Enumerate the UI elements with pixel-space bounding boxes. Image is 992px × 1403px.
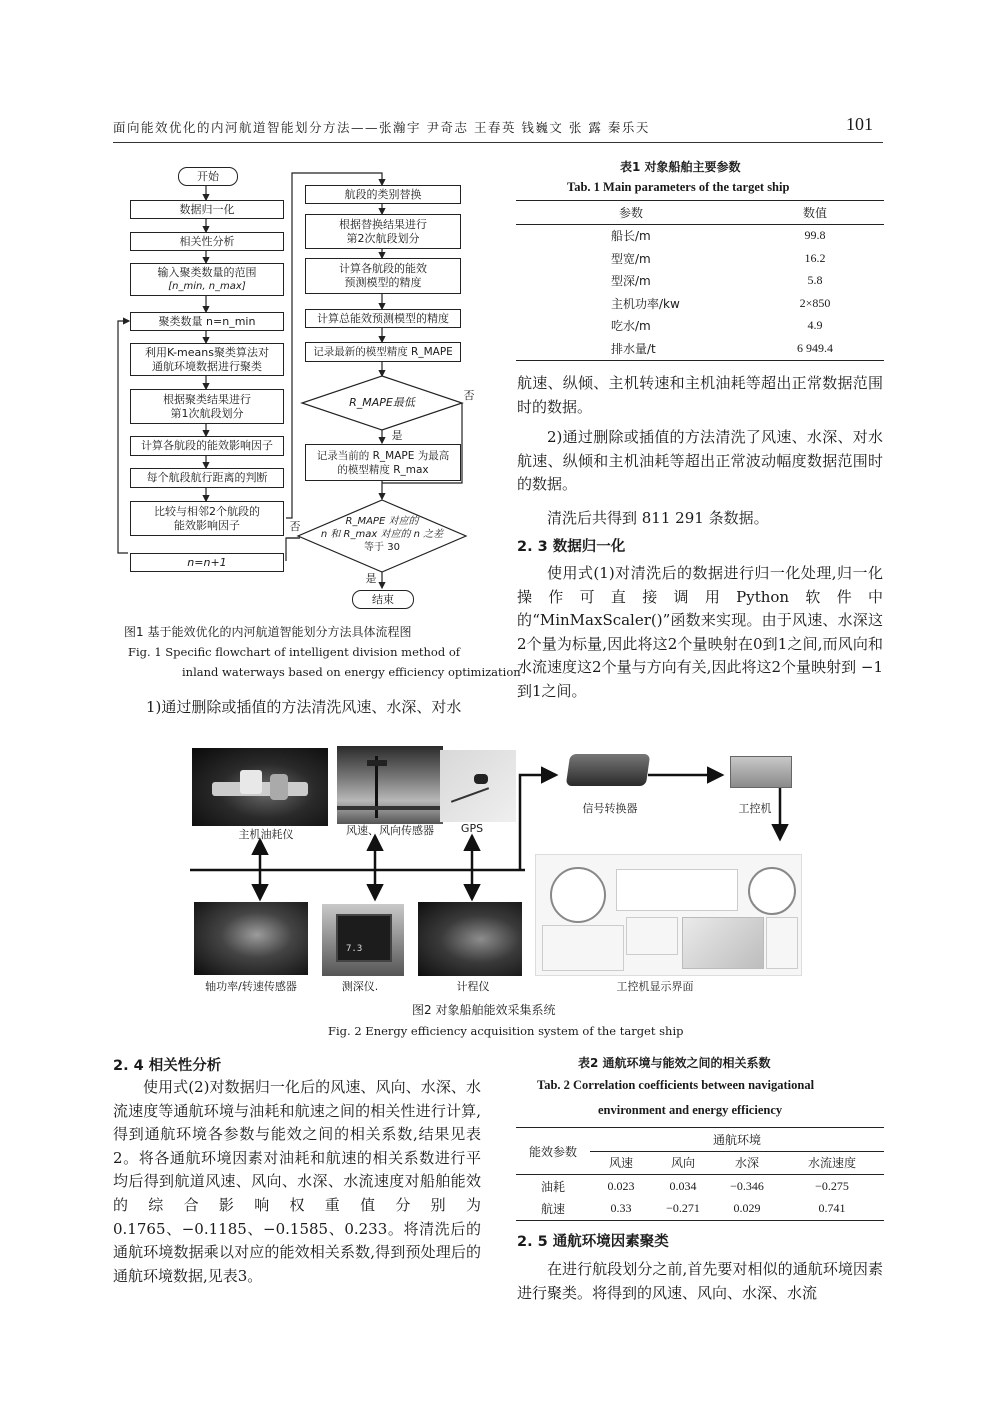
table2-group-header: 通航环境	[590, 1128, 884, 1152]
label-depth-sounder: 测深仪.	[341, 980, 379, 993]
table1-cell: 4.9	[807, 318, 823, 333]
figure-1-flowchart	[110, 160, 490, 620]
table2-title-cn: 表2 通航环境与能效之间的相关系数	[578, 1056, 771, 1070]
table2-col: 风向	[670, 1156, 695, 1171]
table1-cell: 型宽/m	[611, 251, 651, 266]
table1-cell: 99.8	[804, 228, 826, 243]
table2-cell: 0.023	[607, 1178, 635, 1193]
table1-cell: 5.8	[807, 273, 823, 288]
table1-cell: 吃水/m	[611, 319, 651, 334]
table2-cell: 航速	[540, 1202, 565, 1217]
fuel-meter-photo	[192, 748, 328, 826]
fig1-caption-en1: Fig. 1 Specific flowchart of intelligent division method of	[128, 645, 461, 659]
table2-cell: −0.271	[666, 1201, 700, 1216]
label-shaft-sensor: 轴功率/转速传感器	[205, 980, 297, 993]
fc-record-best: 记录当前的 R_MAPE 为最高 的模型精度 R_max	[305, 444, 461, 481]
table2-col: 水深	[734, 1156, 759, 1171]
running-header	[113, 114, 883, 140]
running-title: 面向能效优化的内河航道智能划分方法——张瀚宇 尹奇志 王春英 钱巍文 张 露 秦乐天	[113, 120, 650, 135]
fc-yes-label-1: 是	[391, 429, 403, 442]
log-meter-photo	[418, 902, 522, 976]
table2-rowhead: 能效参数	[516, 1128, 590, 1175]
label-gps: GPS	[460, 822, 484, 835]
section-2-5-heading: 2. 5 通航环境因素聚类	[517, 1234, 669, 1250]
fc-cluster-number: 聚类数量 n=n_min	[130, 312, 284, 331]
table1-title-cn: 表1 对象船舶主要参数	[620, 160, 741, 174]
wind-sensor-photo	[337, 746, 443, 824]
table1-cell: 6 949.4	[797, 340, 833, 355]
label-industrial-pc: 工控机	[738, 802, 772, 815]
fig2-caption-cn: 图2 对象船舶能效采集系统	[412, 1003, 556, 1017]
label-log-meter: 计程仪	[456, 980, 490, 993]
figure-2-system	[190, 744, 805, 999]
label-wind-sensor: 风速、风向传感器	[346, 824, 434, 837]
right-para-2: 2)通过删除或插值的方法清洗了风速、水深、对水航速、纵倾和主机油耗等超出正常波动幅度数据范围时的数据。	[517, 428, 883, 494]
fc-increment: n=n+1	[130, 553, 284, 572]
section-2-4-para: 使用式(2)对数据归一化后的风速、风向、水深、水流速度等通航环境与油耗和航速之间的相关性进行计算,得到通航环境各参数与能效之间的相关系数,结果见表2。将各通航环境因素对油耗和航速的相关系数进行平均后得到航道风速、风向、水深、水流速度对船舶能效的综合影响权重值分别为0.1765、−0.1185、−0.1585、0.233。将清洗后的通航环境数据乘以对应的能效相关系数,得到预处理后的通航环境数据,见表3。	[113, 1078, 481, 1285]
fc-compare-adjacent: 比较与相邻2个航段的 能效影响因子	[130, 501, 284, 536]
table2-col: 水流速度	[807, 1156, 856, 1171]
table2	[516, 1127, 884, 1221]
table2-cell: 0.034	[669, 1178, 697, 1193]
header-rule	[113, 142, 883, 143]
table2-col: 风速	[608, 1156, 633, 1171]
table1-cell: 16.2	[804, 250, 826, 265]
fc-first-division: 根据聚类结果进行 第1次航段划分	[130, 389, 284, 424]
fc-correlation: 相关性分析	[130, 232, 284, 251]
fc-normalize: 数据归一化	[130, 200, 284, 219]
table2-cell: 0.741	[818, 1201, 846, 1216]
signal-converter-photo	[566, 754, 650, 786]
table1-cell: 2×850	[799, 295, 831, 310]
section-2-4-heading: 2. 4 相关性分析	[113, 1058, 222, 1074]
table2-title-en1: Tab. 2 Correlation coefficients between navigational	[537, 1078, 815, 1092]
fc-decision2-label: R_MAPE 对应的 n 和 R_max 对应的 n 之差 等于 30	[320, 516, 444, 553]
fc-input-range: 输入聚类数量的范围 [n_min, n_max]	[130, 263, 284, 296]
fc-decision1-label: R_MAPE最低	[349, 396, 415, 409]
label-signal-converter: 信号转换器	[582, 802, 638, 815]
section-2-3-para: 使用式(1)对清洗后的数据进行归一化处理,归一化操作可直接调用Python软件中的“MinMaxScaler()”函数来实现。由于风速、水深这2个量为标量,因此将这2个量映射在0到1之间,而风向和水流速度这2个量与方向有关,因此将这2个量映射到 −1到1之间。	[517, 564, 883, 700]
fc-impact-factor: 计算各航段的能效影响因子	[130, 436, 284, 456]
fc-kmeans: 利用K-means聚类算法对 通航环境数据进行聚类	[130, 343, 284, 376]
fig2-caption-en: Fig. 2 Energy efficiency acquisition system of the target ship	[328, 1024, 684, 1038]
left-para-cleaning: 1)通过删除或插值的方法清洗风速、水深、对水	[146, 698, 462, 716]
table1	[516, 200, 884, 361]
section-2-5-para: 在进行航段划分之前,首先要对相似的通航环境因素进行聚类。将得到的风速、风向、水深、水流	[517, 1260, 883, 1302]
table2-title-en2: environment and energy efficiency	[598, 1103, 783, 1117]
table2-cell: −0.275	[815, 1178, 849, 1193]
table2-cell: 油耗	[540, 1179, 565, 1194]
label-fuel-meter: 主机油耗仪	[238, 828, 294, 841]
shaft-sensor-photo	[194, 902, 308, 975]
table1-cell: 主机功率/kw	[611, 296, 680, 311]
right-para-1: 航速、纵倾、主机转速和主机油耗等超出正常数据范围时的数据。	[517, 374, 883, 416]
table1-header-value: 数值	[802, 205, 827, 220]
industrial-pc-photo	[730, 756, 792, 788]
section-2-3-heading: 2. 3 数据归一化	[517, 539, 626, 555]
table2-cell: 0.029	[733, 1201, 761, 1216]
fc-start: 开始	[178, 167, 238, 186]
table1-cell: 船长/m	[611, 229, 651, 244]
table2-cell: −0.346	[730, 1178, 764, 1193]
fc-segment-accuracy: 计算各航段的能效 预测模型的精度	[305, 258, 461, 294]
fc-no-label-2: 否	[289, 520, 301, 533]
gps-photo	[440, 750, 516, 822]
fc-category-replace: 航段的类别替换	[305, 185, 461, 204]
fig1-caption-en2: inland waterways based on energy efficiency optimization	[182, 665, 521, 679]
table2-cell: 0.33	[610, 1201, 632, 1216]
right-para-3: 清洗后共得到 811 291 条数据。	[547, 509, 769, 527]
fc-total-accuracy: 计算总能效预测模型的精度	[305, 309, 461, 328]
page-number: 101	[846, 114, 873, 134]
table1-cell: 排水量/t	[611, 341, 656, 356]
fc-distance-check: 每个航段航行距离的判断	[130, 468, 284, 488]
fc-end: 结束	[352, 590, 414, 609]
depth-reading: 7.3	[346, 944, 363, 954]
label-display: 工控机显示界面	[616, 980, 694, 993]
display-screen-photo	[535, 854, 802, 976]
table1-cell: 型深/m	[611, 274, 651, 289]
fc-yes-label-2: 是	[365, 572, 377, 585]
fc-second-division: 根据替换结果进行 第2次航段划分	[305, 214, 461, 249]
fc-no-label-1: 否	[463, 389, 475, 402]
fc-record-accuracy: 记录最新的模型精度 R_MAPE	[305, 342, 461, 362]
table1-header-param: 参数	[618, 205, 643, 220]
table1-title-en: Tab. 1 Main parameters of the target ship	[567, 180, 790, 194]
depth-sounder-photo	[322, 904, 404, 976]
fig1-caption-cn: 图1 基于能效优化的内河航道智能划分方法具体流程图	[124, 625, 412, 639]
